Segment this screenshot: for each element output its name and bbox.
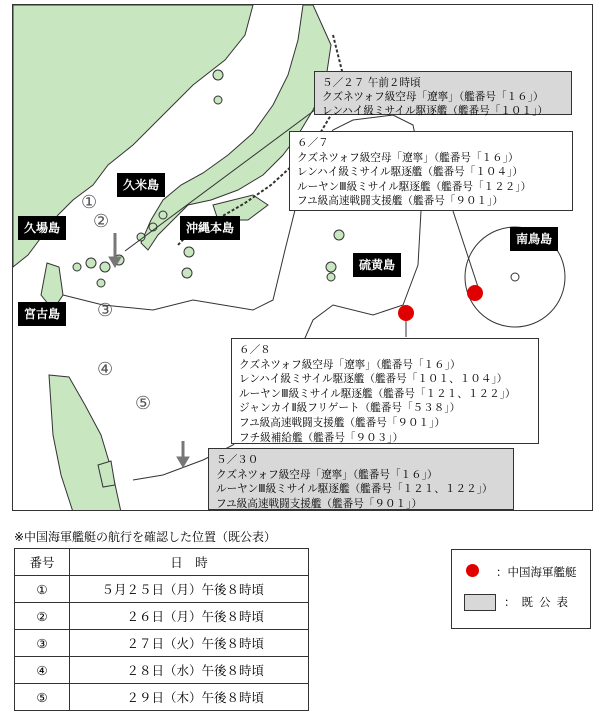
table-cell-datetime: ２８日（水）午後８時頃 — [70, 657, 309, 684]
table-header-row — [15, 549, 309, 576]
position-4: ④ — [97, 359, 114, 380]
report-jun7 — [289, 131, 573, 211]
table-cell-number: ⑤ — [15, 684, 70, 711]
table-row — [15, 630, 309, 657]
report-jun8-line: フユ級高速戦闘支援艦（艦番号「９０１」） — [239, 416, 446, 429]
report-may27-line: レンハイ級ミサイル駆逐艦（艦番号「１０１」） — [322, 105, 549, 117]
label-iwo: 硫黄島 — [353, 253, 401, 277]
report-jun8 — [231, 338, 539, 444]
report-jun8-heading: ６／８ — [239, 344, 271, 356]
table-header-datetime: 日 時 — [70, 549, 309, 576]
position-3: ③ — [97, 300, 114, 321]
table-cell-datetime: ２９日（木）午後８時頃 — [70, 684, 309, 711]
map-panel — [12, 4, 593, 511]
report-jun7-line: レンハイ級ミサイル駆逐艦（艦番号「１０４」） — [297, 166, 524, 179]
report-may27-line: クズネツォフ級空母「遼寧」（艦番号「１６」） — [322, 91, 544, 103]
report-may30 — [208, 448, 514, 510]
table-row — [15, 657, 309, 684]
philippines-islands — [49, 375, 121, 511]
table-cell-number: ③ — [15, 630, 70, 657]
label-kuba: 久場島 — [18, 216, 66, 240]
table-cell-datetime: ２７日（火）午後８時頃 — [70, 630, 309, 657]
report-may27 — [314, 71, 572, 115]
label-okinawa: 沖縄本島 — [180, 216, 240, 240]
report-jun8-line: クズネツォフ級空母「遼寧」（艦番号「１６」） — [239, 358, 461, 371]
position-1: ① — [81, 192, 98, 213]
legend-published-swatch — [464, 594, 496, 611]
report-jun7-line: クズネツォフ級空母「遼寧」（艦番号「１６」） — [297, 151, 519, 164]
minamitori-island-marker — [511, 273, 519, 281]
report-may30-heading: ５／３０ — [216, 454, 259, 466]
label-minamitori: 南鳥島 — [510, 227, 558, 251]
report-jun7-line: フユ級高速戦闘支援艦（艦番号「９０１」） — [297, 195, 504, 208]
positions-table — [14, 548, 309, 711]
arrow-may30 — [177, 441, 189, 467]
table-cell-datetime: ５月２５日（月）午後８時頃 — [70, 576, 309, 603]
legend-published-label: ：既公表 — [504, 595, 574, 609]
report-may27-heading: ５／２７ 午前２時頃 — [322, 77, 421, 89]
leader-line-jun7 — [453, 211, 479, 290]
report-may30-line: ルーヤンⅢ級ミサイル駆逐艦（艦番号「１２１、１２２」） — [216, 483, 493, 496]
report-jun7-heading: ６／７ — [297, 137, 329, 149]
report-may30-line: クズネツォフ級空母「遼寧」（艦番号「１６」） — [216, 468, 438, 481]
report-jun8-line: フチ級補給艦（艦番号「９０３」） — [239, 431, 404, 444]
table-cell-number: ② — [15, 603, 70, 630]
report-jun7-line: ルーヤンⅢ級ミサイル駆逐艦（艦番号「１２２」） — [297, 180, 532, 193]
table-header-number: 番号 — [15, 549, 70, 576]
legend — [451, 549, 591, 629]
ship-marker-jun8 — [398, 305, 414, 321]
report-may30-line: フユ級高速戦闘支援艦（艦番号「９０１」） — [216, 497, 423, 510]
table-row — [15, 576, 309, 603]
legend-ship-label: ：中国海軍艦艇 — [496, 565, 577, 579]
report-jun8-line: ジャンカイⅡ級フリゲート（艦番号「５３８」） — [239, 402, 461, 415]
report-jun8-line: レンハイ級ミサイル駆逐艦（艦番号「１０１、１０４」） — [239, 373, 508, 386]
position-2: ② — [93, 211, 110, 232]
ship-marker-jun7 — [467, 285, 483, 301]
label-kume: 久米島 — [117, 173, 165, 197]
table-cell-number: ④ — [15, 657, 70, 684]
table-cell-datetime: ２６日（月）午後８時頃 — [70, 603, 309, 630]
position-5: ⑤ — [135, 393, 152, 414]
table-row — [15, 684, 309, 711]
report-jun8-line: ルーヤンⅢ級ミサイル駆逐艦（艦番号「１２１、１２２」） — [239, 387, 516, 400]
label-miyako: 宮古島 — [18, 302, 66, 326]
caption: ※中国海軍艦艇の航行を確認した位置（既公表） — [14, 530, 277, 544]
legend-ship-dot — [466, 564, 479, 577]
table-cell-number: ① — [15, 576, 70, 603]
table-row — [15, 603, 309, 630]
